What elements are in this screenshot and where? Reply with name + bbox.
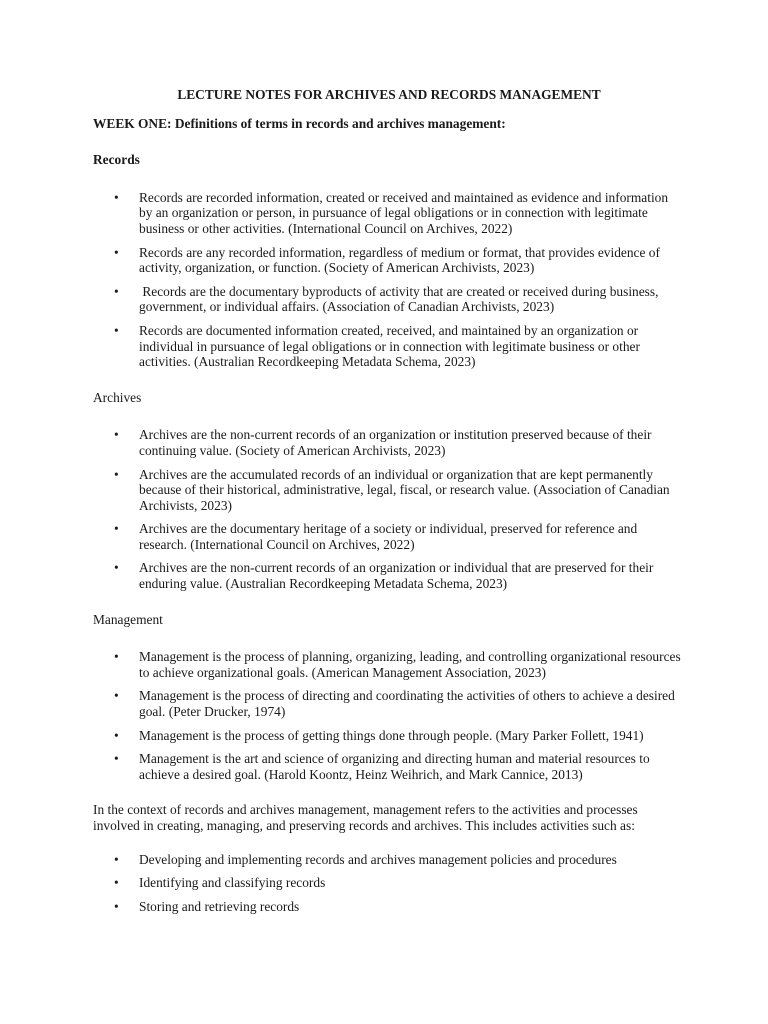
document-title: LECTURE NOTES FOR ARCHIVES AND RECORDS MANAGEMENT [177, 87, 601, 102]
management-definition-list [93, 649, 683, 782]
records-heading: Records [93, 152, 140, 168]
list-item: • Identifying and classifying records [93, 875, 683, 891]
list-item: • Management is the process of directing and coordinating the activities of others to achieve a desired goal. (Peter Drucker, 1974) [93, 688, 683, 719]
context-paragraph: In the context of records and archives management, management refers to the activities and processes involved in creating, managing, and preserving records and archives. This includes activities such as: [93, 802, 638, 833]
list-item: • Archives are the non-current records of an organization or individual that are preserved for their enduring value. (Australian Recordkeeping Metadata Schema, 2023) [93, 560, 683, 591]
archives-heading: Archives [93, 389, 142, 405]
list-item: • Records are the documentary byproducts of activity that are created or received during business, government, or individual affairs. (Association of Canadian Archivists, 2023) [93, 284, 683, 315]
list-item: • Storing and retrieving records [93, 899, 683, 915]
list-item: • Management is the art and science of organizing and directing human and material resources to achieve a desired goal. (Harold Koontz, Heinz Weihrich, and Mark Cannice, 2013) [93, 751, 683, 782]
list-item: • Archives are the non-current records of an organization or institution preserved because of their continuing value. (Society of American Archivists, 2023) [93, 427, 683, 458]
list-item: • Management is the process of planning, organizing, leading, and controlling organizational resources to achieve organizational goals. (American Management Association, 2023) [93, 649, 683, 680]
list-item: • Archives are the documentary heritage of a society or individual, preserved for reference and research. (International Council on Archives, 2022) [93, 521, 683, 552]
archives-definition-list [93, 427, 683, 591]
list-item: • Records are documented information created, received, and maintained by an organization or individual in pursuance of legal obligations or in connection with legitimate business or other activities. (Australian Recordkeeping Metadata Schema, 2023) [93, 323, 683, 370]
list-item: • Records are any recorded information, regardless of medium or format, that provides evidence of activity, organization, or function. (Society of American Archivists, 2023) [93, 245, 683, 276]
list-item: • Management is the process of getting things done through people. (Mary Parker Follett, 1941) [93, 728, 683, 744]
records-definition-list [93, 190, 683, 370]
list-item: • Developing and implementing records and archives management policies and procedures [93, 852, 683, 868]
week-heading: WEEK ONE: Definitions of terms in records and archives management: [93, 115, 506, 131]
document-page [93, 87, 683, 934]
list-item: • Archives are the accumulated records of an individual or organization that are kept permanently because of their historical, administrative, legal, fiscal, or research value. (Association of Canadian Archivists, 2023) [93, 467, 683, 514]
activities-list [93, 852, 683, 915]
list-item: • Records are recorded information, created or received and maintained as evidence and information by an organization or person, in pursuance of legal obligations or in connection with legitimate business or other activities. (International Council on Archives, 2022) [93, 190, 683, 237]
management-heading: Management [93, 611, 163, 627]
